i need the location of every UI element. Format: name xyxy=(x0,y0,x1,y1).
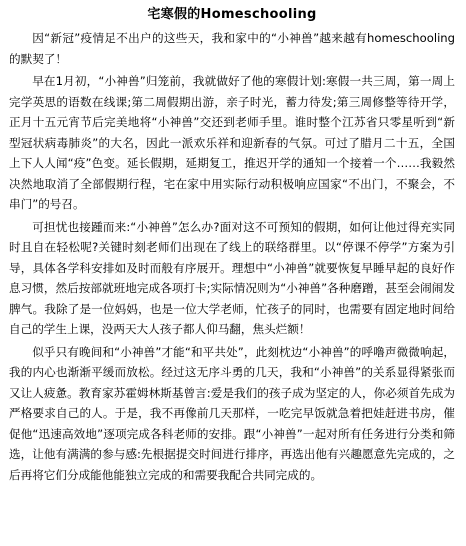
paragraph-1: 因“新冠”疫情足不出户的这些天，我和家中的“小神兽”越来越有homeschooling的默契了！ xyxy=(9,31,455,66)
document-title: 宅寒假的Homeschooling xyxy=(147,7,317,22)
paragraph-3: 可担忧也接踵而来:“小神兽”怎么办?面对这不可预知的假期，如何让他过得充实同时且自在轻松呢?关键时刻老师们出现在了线上的联络群里。以“停课不停学”方案为引导，具体各学科安排如及时而般有序展开。理想中“小神兽”就要恢复早睡早起的良好作息习惯，然后按部就班地完成各项打卡;实际情况则为“小神兽”各种磨蹭，甚至会闹闹发脾气。我除了是一位妈妈，也是一位大学老师，忙孩子的同时，也需要有固定地时间给自己的学生上课，没两天大人孩子都人仰马翻，焦头烂额！ xyxy=(9,219,455,336)
paragraph-4: 似乎只有晚间和“小神兽”才能“和平共处”，此刻枕边“小神兽”的呼噜声微微响起，我的内心也渐渐平缓而放松。经过这无序斗勇的几天，我和“小神兽”的关系显得紧张而又让人疲惫。教育家苏霍姆林斯基曾言:爱是我们的孩子成为坚定的人，你必须首先成为严格要求自己的人。于是，我不再像前几天那样，一吃完早饭就急着把娃赶进书房，催促他“迅速高效地”逐项完成各科老师的安排。跟“小神兽”一起对所有任务进行分类和筛选，让他有满满的参与感:先根据提交时间进行排序，再选出他有兴趣愿意先完成的，之后再将它们分成能他能独立完成的和需要我配合共同完成的。 xyxy=(9,344,455,482)
paragraph-2: 早在1月初，“小神兽”归笼前，我就做好了他的寒假计划:寒假一共三周，第一周上完学英思的语数在线课;第二周假期出游，亲子时光，蓄力待发;第三周修整等待开学，正月十五元宵节后完美地将“小神兽”交还到老师手里。谁时整个江苏省只零星听到“新型冠状病毒肺炎”的大名，因此一派欢乐祥和迎新春的气氛。可过了腊月二十五，全国上下人人闻“疫”色变。延长假期，延期复工，推迟开学的通知一个接着一个……我毅然决然地取消了全部假期行程，宅在家中用实际行动积极响应国家“不出门，不聚会，不串门”的号召。 xyxy=(9,74,455,211)
